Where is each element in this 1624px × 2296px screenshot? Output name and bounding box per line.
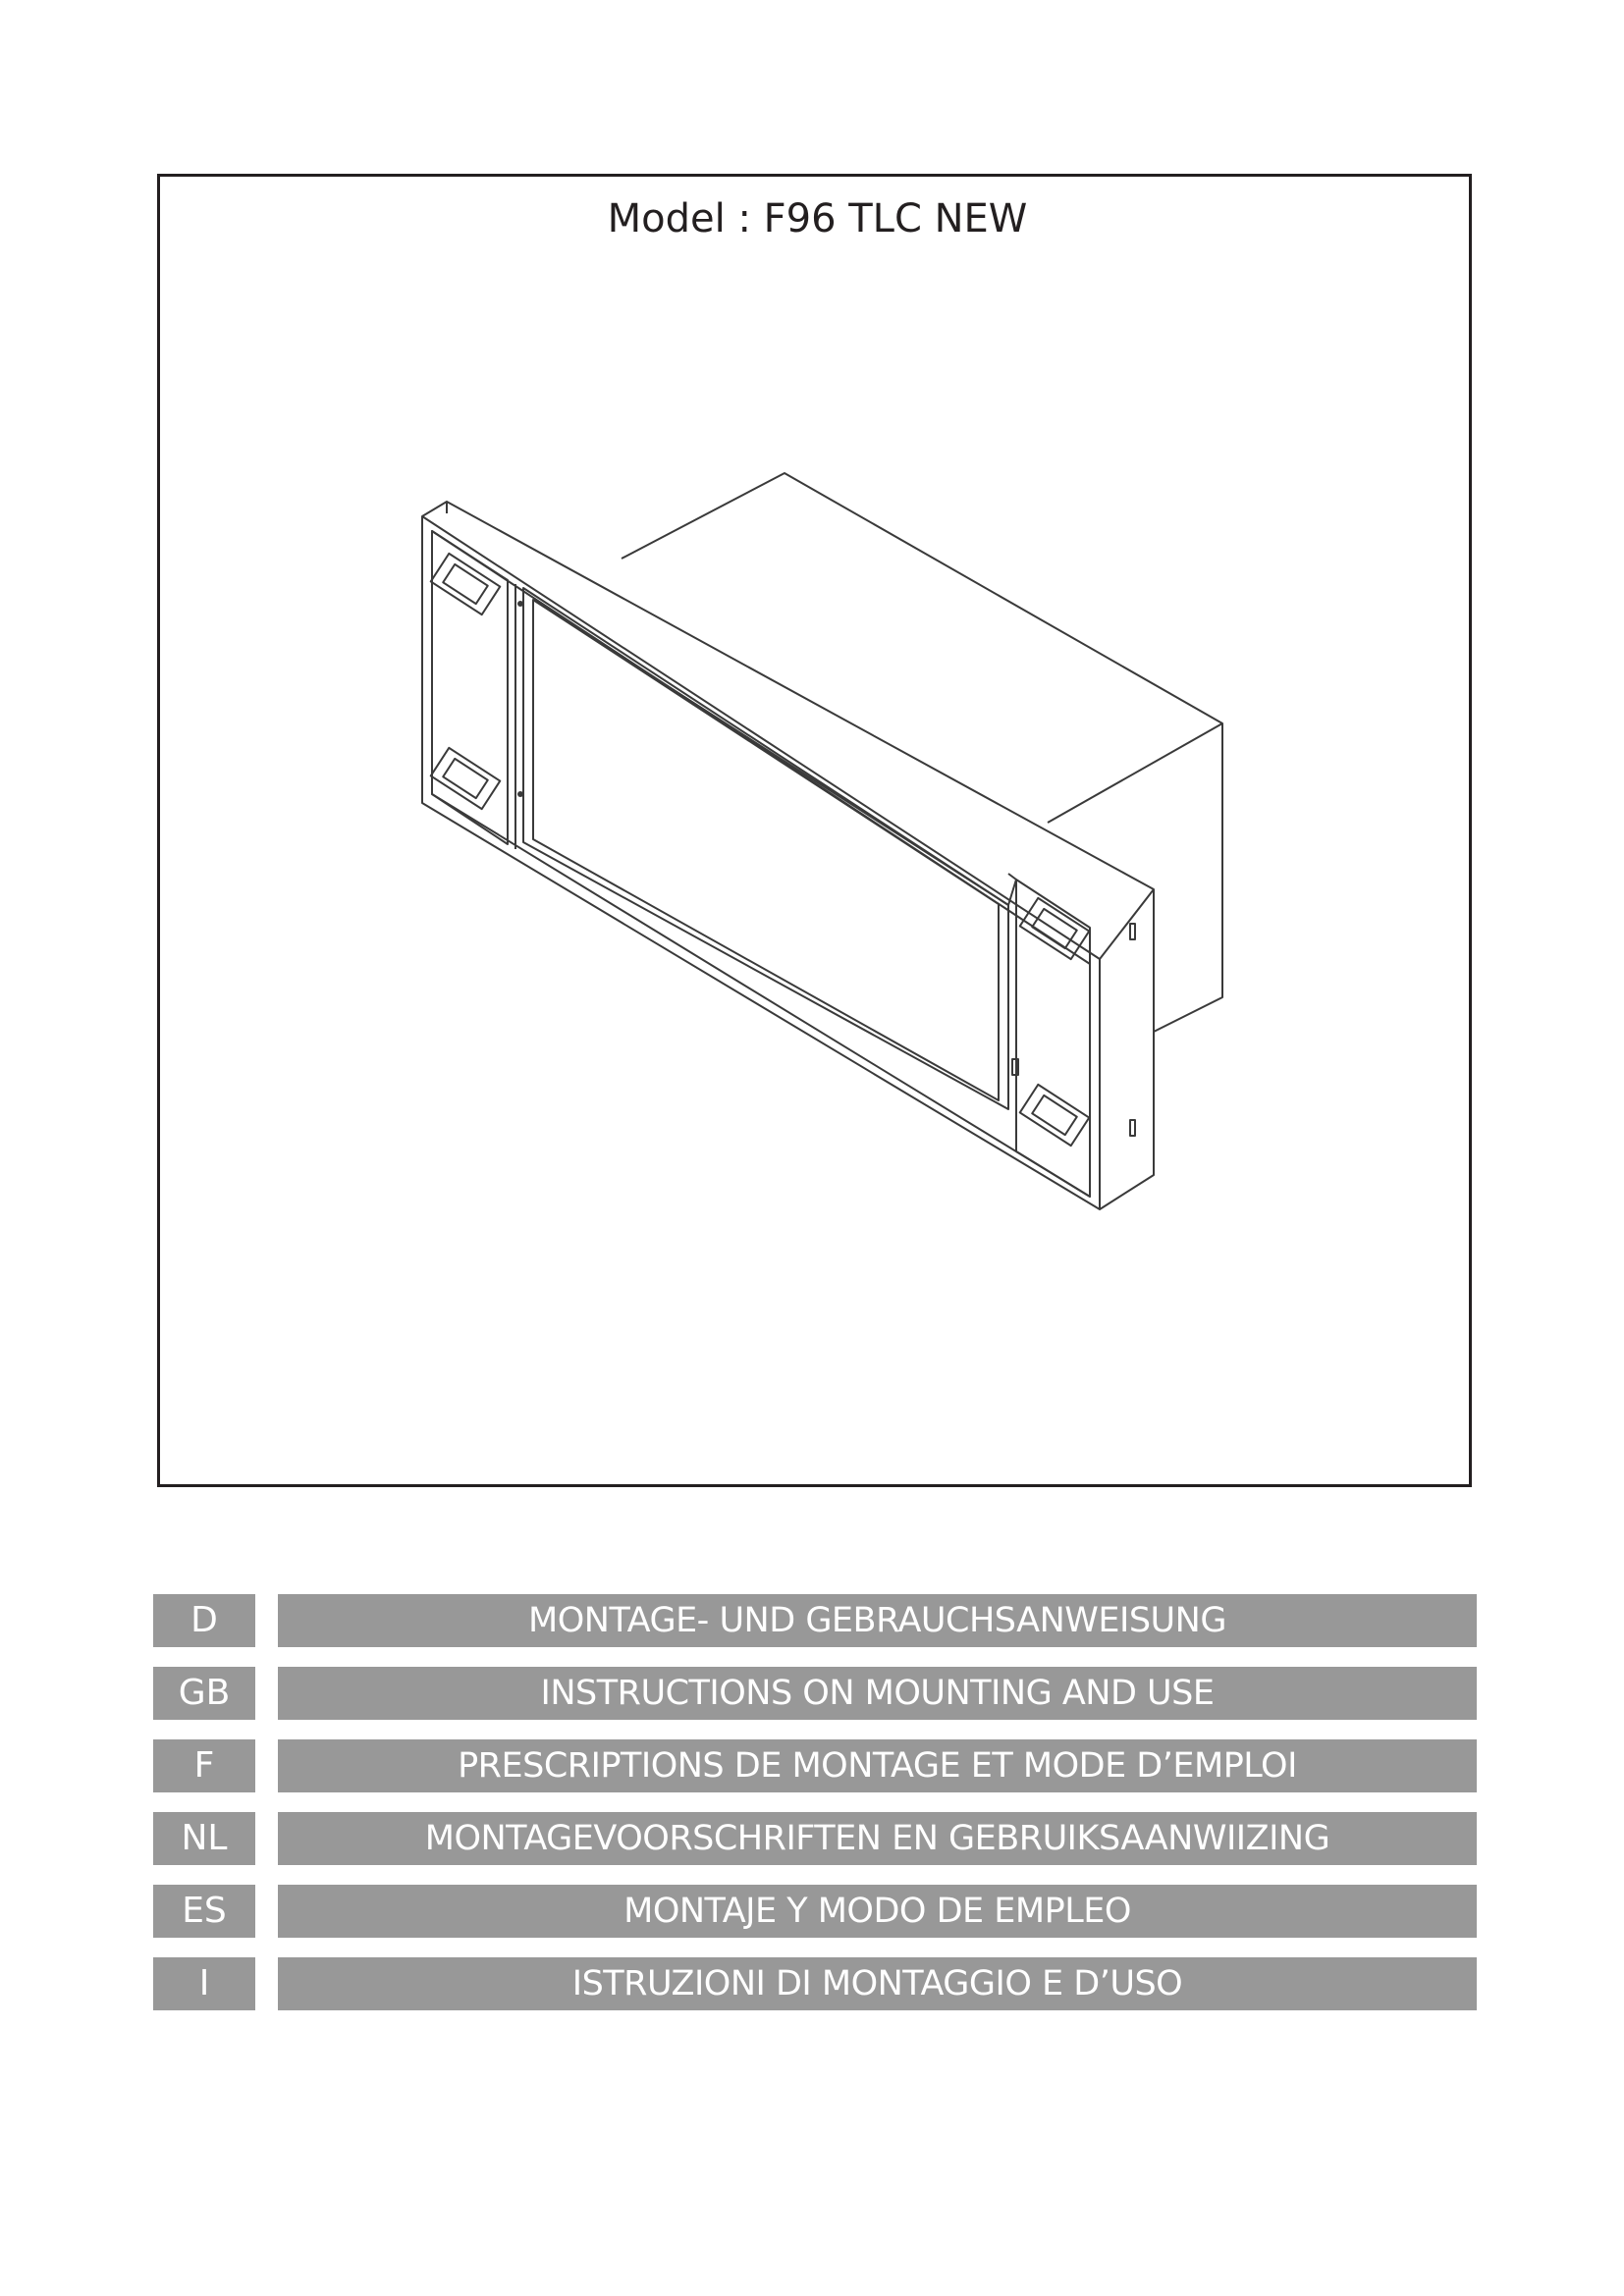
model-title: Model : F96 TLC NEW: [607, 196, 1028, 241]
language-row-d: [153, 1594, 1477, 1647]
language-row-gb: [153, 1667, 1477, 1720]
language-title: MONTAGE- UND GEBRAUCHSANWEISUNG: [278, 1594, 1477, 1647]
language-code: I: [153, 1957, 255, 2010]
language-title: PRESCRIPTIONS DE MONTAGE ET MODE D’EMPLOI: [278, 1739, 1477, 1792]
language-title: INSTRUCTIONS ON MOUNTING AND USE: [278, 1667, 1477, 1720]
product-illustration-frame: [157, 174, 1472, 1487]
language-title: MONTAJE Y MODO DE EMPLEO: [278, 1885, 1477, 1938]
language-code: D: [153, 1594, 255, 1647]
language-title: ISTRUZIONI DI MONTAGGIO E D’USO: [278, 1957, 1477, 2010]
appliance-line-drawing: [160, 177, 1475, 1490]
language-row-i: [153, 1957, 1477, 2010]
language-row-f: [153, 1739, 1477, 1792]
language-row-es: [153, 1885, 1477, 1938]
language-code: F: [153, 1739, 255, 1792]
language-code: ES: [153, 1885, 255, 1938]
language-title: MONTAGEVOORSCHRIFTEN EN GEBRUIKSAANWIIZING: [278, 1812, 1477, 1865]
language-row-nl: [153, 1812, 1477, 1865]
language-code: GB: [153, 1667, 255, 1720]
language-code: NL: [153, 1812, 255, 1865]
